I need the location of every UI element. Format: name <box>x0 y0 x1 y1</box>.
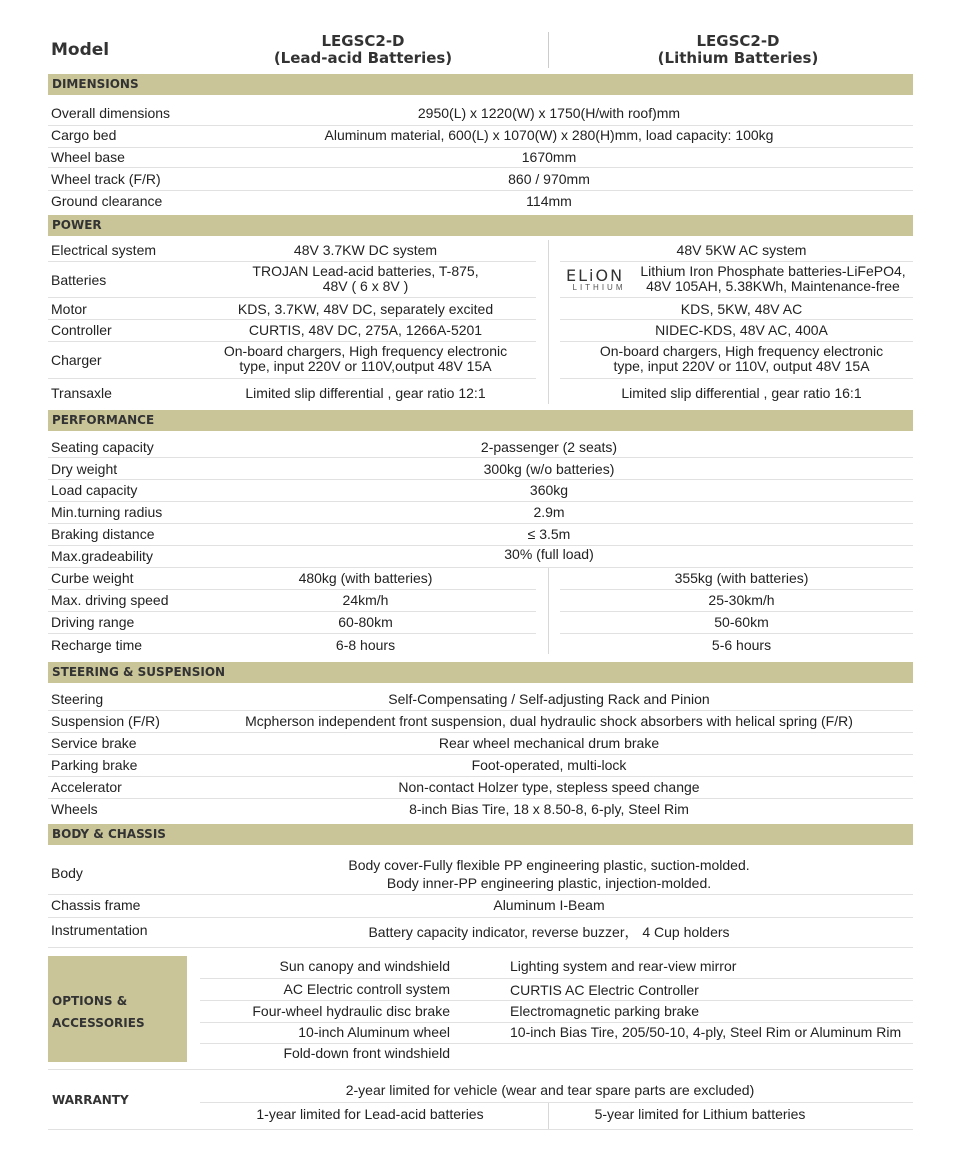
options-label-line: ACCESSORIES <box>52 1016 145 1030</box>
row-divider <box>48 611 536 612</box>
option-item: Four-wheel hydraulic disc brake <box>252 1003 450 1019</box>
row-label: Accelerator <box>51 779 122 795</box>
section-body-chassis: BODY & CHASSIS <box>48 824 913 845</box>
row-label: Cargo bed <box>51 127 117 143</box>
row-value: Rear wheel mechanical drum brake <box>438 735 660 751</box>
row-label: Motor <box>51 301 87 317</box>
row-label: Transaxle <box>51 385 112 401</box>
option-item: Fold-down front windshield <box>283 1045 450 1061</box>
row-divider <box>200 978 913 979</box>
row-value: ≤ 3.5m <box>527 526 571 542</box>
lead-acid-value <box>218 264 513 294</box>
row-label: Body <box>51 865 83 881</box>
lithium-value: Limited slip differential , gear ratio 16:1 <box>621 385 862 401</box>
row-label: Wheels <box>51 801 98 817</box>
row-divider <box>48 1129 913 1130</box>
row-value: 1670mm <box>521 149 577 165</box>
row-value: Aluminum material, 600(L) x 1070(W) x 280(H)mm, load capacity: 100kg <box>324 127 774 143</box>
row-label: Service brake <box>51 735 137 751</box>
row-divider <box>48 567 913 568</box>
row-divider <box>48 917 913 918</box>
row-value: 360kg <box>529 482 569 498</box>
row-label: Recharge time <box>51 637 143 653</box>
row-value: 114mm <box>526 193 572 209</box>
row-divider <box>48 319 536 320</box>
option-item: AC Electric controll system <box>283 981 450 997</box>
row-value: 30% (full load) <box>504 546 594 562</box>
row-divider <box>48 457 913 458</box>
elion-wordmark: ELiON <box>566 266 625 285</box>
lithium-value: NIDEC-KDS, 48V AC, 400A <box>655 322 828 338</box>
row-divider <box>48 501 913 502</box>
row-value: 2.9m <box>533 504 565 520</box>
column-divider <box>548 1103 549 1129</box>
row-label: Suspension (F/R) <box>51 713 160 729</box>
lead-acid-value: KDS, 3.7KW, 48V DC, separately excited <box>237 301 494 317</box>
table-row <box>48 264 913 296</box>
section-dimensions: DIMENSIONS <box>48 74 913 95</box>
row-divider <box>48 190 913 191</box>
row-label: Max. driving speed <box>51 592 169 608</box>
row-divider <box>560 611 913 612</box>
value-line: 48V 105AH, 5.38KWh, Maintenance-free <box>646 278 900 294</box>
row-label: Steering <box>51 691 104 707</box>
row-label: Dry weight <box>51 461 118 477</box>
lithium-value: 355kg (with batteries) <box>674 570 809 586</box>
row-divider <box>560 297 913 298</box>
row-value: 8-inch Bias Tire, 18 x 8.50-8, 6-ply, Steel Rim <box>409 801 689 817</box>
row-value <box>218 856 880 892</box>
value-line: On-board chargers, High frequency electronic <box>599 343 884 359</box>
row-label: Electrical system <box>51 242 157 258</box>
value-line: TROJAN Lead-acid batteries, T-875, <box>252 263 479 279</box>
elion-subtitle: LITHIUM <box>572 283 626 292</box>
row-value: Battery capacity indicator, reverse buzzer， 4 Cup holders <box>368 924 730 940</box>
row-label: Max.gradeability <box>51 548 153 564</box>
row-value: Foot-operated, multi-lock <box>471 757 627 773</box>
row-divider <box>200 1043 913 1044</box>
row-divider <box>48 261 536 262</box>
row-divider <box>48 710 913 711</box>
row-divider <box>560 261 913 262</box>
header-divider <box>548 32 549 68</box>
row-label: Braking distance <box>51 526 155 542</box>
row-divider <box>48 167 913 168</box>
row-label: Charger <box>51 352 102 368</box>
row-label: Controller <box>51 322 112 338</box>
option-item: CURTIS AC Electric Controller <box>510 982 699 998</box>
value-line: type, input 220V or 110V, output 48V 15A <box>613 358 870 374</box>
lead-acid-value: CURTIS, 48V DC, 275A, 1266A-5201 <box>248 322 483 338</box>
lead-acid-value: 60-80km <box>338 614 393 630</box>
row-divider <box>48 341 536 342</box>
row-divider <box>48 147 913 148</box>
row-label: Instrumentation <box>51 922 148 938</box>
row-divider <box>48 633 536 634</box>
row-label: Overall dimensions <box>51 105 171 121</box>
lithium-value <box>593 344 890 374</box>
lithium-value <box>638 264 908 294</box>
row-divider <box>48 754 913 755</box>
value-line: Body cover-Fully flexible PP engineering plastic, suction-molded. <box>348 857 750 873</box>
row-label: Curbe weight <box>51 570 134 586</box>
row-divider <box>48 297 536 298</box>
row-value: 300kg (w/o batteries) <box>483 461 615 477</box>
row-divider <box>560 341 913 342</box>
row-label: Seating capacity <box>51 439 154 455</box>
row-divider <box>48 378 536 379</box>
row-value: Non-contact Holzer type, stepless speed change <box>398 779 700 795</box>
row-divider <box>560 319 913 320</box>
row-value: 2-passenger (2 seats) <box>480 439 618 455</box>
value-line: Lithium Iron Phosphate batteries-LiFePO4, <box>640 263 906 279</box>
row-divider <box>560 589 913 590</box>
row-divider <box>560 633 913 634</box>
options-label-line: OPTIONS & <box>52 994 128 1008</box>
option-item: Lighting system and rear-view mirror <box>510 958 737 974</box>
row-label: Wheel base <box>51 149 125 165</box>
lead-acid-value: 6-8 hours <box>335 637 396 653</box>
row-label: Min.turning radius <box>51 504 163 520</box>
row-divider <box>200 1000 913 1001</box>
options-accessories-label <box>48 956 187 1062</box>
lithium-value: 48V 5KW AC system <box>676 242 807 258</box>
lead-acid-model-variant: (Lead-acid Batteries) <box>273 49 453 67</box>
value-line: Body inner-PP engineering plastic, injection-molded. <box>386 875 712 891</box>
table-header <box>48 30 913 70</box>
row-label: Wheel track (F/R) <box>51 171 161 187</box>
table-row <box>48 344 913 376</box>
lead-acid-model-heading <box>218 33 508 67</box>
row-divider <box>48 732 913 733</box>
row-value: 2950(L) x 1220(W) x 1750(H/with roof)mm <box>417 105 681 121</box>
warranty-lithium: 5-year limited for Lithium batteries <box>594 1106 806 1122</box>
lead-acid-value <box>218 344 513 374</box>
row-label: Chassis frame <box>51 897 141 913</box>
section-power: POWER <box>48 215 913 236</box>
model-label: Model <box>51 40 110 60</box>
table-row <box>48 856 913 892</box>
row-divider <box>48 589 536 590</box>
row-label: Ground clearance <box>51 193 163 209</box>
row-divider <box>200 1102 913 1103</box>
row-divider <box>48 894 913 895</box>
row-divider <box>48 798 913 799</box>
value-line: type, input 220V or 110V,output 48V 15A <box>239 358 492 374</box>
row-divider <box>48 1069 913 1070</box>
lithium-value: 50-60km <box>714 614 769 630</box>
row-divider <box>48 479 913 480</box>
section-performance: PERFORMANCE <box>48 410 913 431</box>
lead-acid-value: 24km/h <box>342 592 389 608</box>
lithium-value: 5-6 hours <box>711 637 772 653</box>
lithium-model-variant: (Lithium Batteries) <box>657 49 819 67</box>
row-divider <box>560 378 913 379</box>
row-divider <box>48 125 913 126</box>
option-item: 10-inch Bias Tire, 205/50-10, 4-ply, Steel Rim or Aluminum Rim <box>510 1024 902 1040</box>
row-value: Self-Compensating / Self-adjusting Rack and Pinion <box>388 691 710 707</box>
lithium-value: KDS, 5KW, 48V AC <box>680 301 803 317</box>
row-divider <box>48 776 913 777</box>
row-value: 860 / 970mm <box>508 171 590 187</box>
elion-logo <box>566 266 632 294</box>
lithium-model-heading <box>588 33 888 67</box>
warranty-lead-acid: 1-year limited for Lead-acid batteries <box>256 1106 484 1122</box>
lead-acid-value: Limited slip differential , gear ratio 12:1 <box>245 385 486 401</box>
row-value: Aluminum I-Beam <box>493 897 605 913</box>
option-item: Electromagnetic parking brake <box>510 1003 700 1019</box>
lithium-value: 25-30km/h <box>708 592 775 608</box>
row-label: Driving range <box>51 614 135 630</box>
value-line: 48V ( 6 x 8V ) <box>322 278 409 294</box>
warranty-label: WARRANTY <box>52 1093 129 1107</box>
lead-acid-value: 48V 3.7KW DC system <box>293 242 438 258</box>
section-steering-suspension: STEERING & SUSPENSION <box>48 662 913 683</box>
row-divider <box>48 947 913 948</box>
warranty-vehicle: 2-year limited for vehicle (wear and tear spare parts are excluded) <box>345 1082 755 1098</box>
lithium-model-name: LEGSC2-D <box>696 32 780 50</box>
row-label: Batteries <box>51 272 107 288</box>
value-line: On-board chargers, High frequency electronic <box>223 343 508 359</box>
row-divider <box>200 1022 913 1023</box>
row-label: Load capacity <box>51 482 138 498</box>
row-value: Mcpherson independent front suspension, dual hydraulic shock absorbers with helical spring (F/R) <box>245 713 853 729</box>
option-item: 10-inch Aluminum wheel <box>298 1024 450 1040</box>
column-divider <box>548 568 549 654</box>
lead-acid-model-name: LEGSC2-D <box>321 32 405 50</box>
lead-acid-value: 480kg (with batteries) <box>298 570 433 586</box>
option-item: Sun canopy and windshield <box>279 958 450 974</box>
row-divider <box>48 523 913 524</box>
row-label: Parking brake <box>51 757 138 773</box>
